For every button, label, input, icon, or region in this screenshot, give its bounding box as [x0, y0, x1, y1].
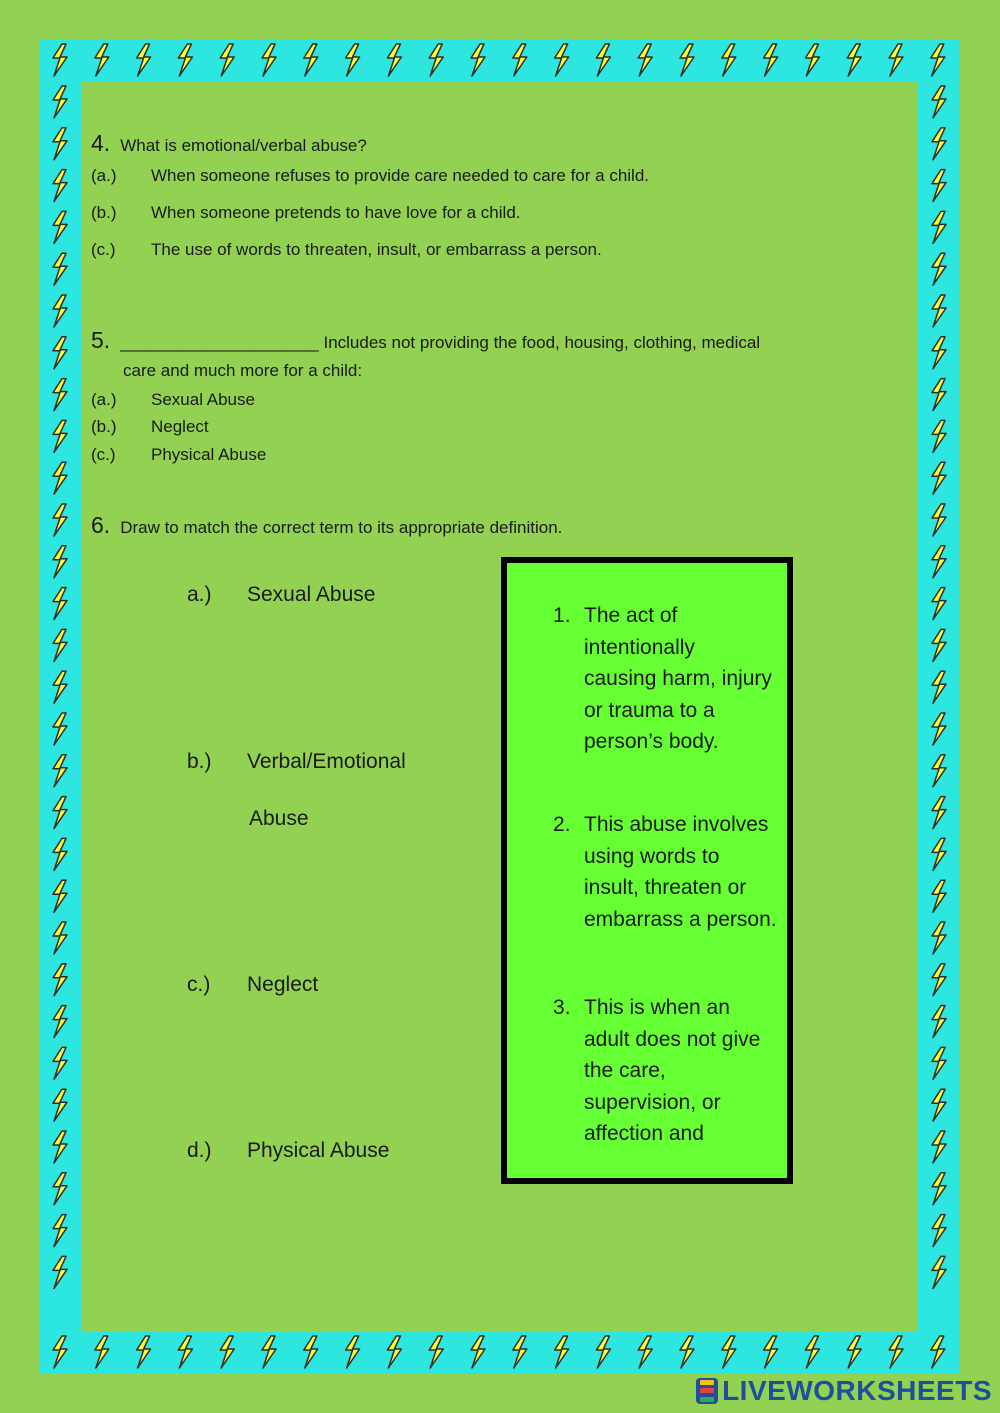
q4-option-c: [91, 240, 602, 260]
definition-number: 1.: [553, 604, 571, 627]
question-number: 5.: [91, 327, 111, 353]
option-text: When someone refuses to provide care needed to care for a child.: [151, 166, 650, 185]
definition-line: adult does not give: [584, 1027, 761, 1051]
option-label: (b.): [91, 417, 117, 436]
question-5: [91, 327, 760, 354]
definition-line: The act of: [584, 604, 678, 627]
term-label: b.): [187, 750, 212, 773]
term-label: a.): [187, 583, 212, 606]
question-number: 6.: [91, 512, 111, 538]
definition-line: the care,: [584, 1059, 666, 1082]
term-text: Sexual Abuse: [247, 583, 376, 606]
option-text: Physical Abuse: [151, 445, 267, 464]
definition-line: embarrass a person.: [584, 907, 777, 931]
definition-line: person’s body.: [584, 730, 719, 753]
definition-line: causing harm, injury: [584, 667, 772, 690]
option-text: The use of words to threaten, insult, or embarrass a person.: [151, 240, 602, 259]
option-text: Sexual Abuse: [151, 390, 255, 409]
definition-number: 2.: [553, 813, 571, 836]
liveworksheets-logo: [696, 1375, 992, 1407]
q5-option-b: [91, 417, 209, 437]
option-label: (a.): [91, 166, 117, 185]
definitions-box: [501, 557, 793, 1184]
question-text: Includes not providing the food, housing, clothing, medical: [323, 333, 761, 352]
definition-line: or trauma to a: [584, 698, 715, 722]
question-5-continued: [123, 361, 362, 381]
option-label: (c.): [91, 445, 116, 464]
question-6: [91, 512, 562, 539]
q5-option-c: [91, 445, 266, 465]
match-term-d[interactable]: [187, 1139, 389, 1163]
match-term-b[interactable]: [187, 750, 406, 774]
question-text: care and much more for a child:: [123, 361, 363, 380]
option-label: (c.): [91, 240, 116, 259]
answer-blank: _____________________: [120, 333, 319, 352]
definition-line: This abuse involves: [584, 813, 769, 836]
term-text: Verbal/Emotional: [247, 750, 406, 773]
definition-line: intentionally: [584, 635, 695, 659]
definition-line: affection and: [584, 1122, 704, 1145]
definition-2[interactable]: [553, 809, 783, 935]
question-text: Draw to match the correct term to its appropriate definition.: [120, 518, 563, 537]
question-4: [91, 130, 367, 157]
logo-icon: [696, 1378, 718, 1404]
match-term-c[interactable]: [187, 973, 318, 997]
question-number: 4.: [91, 130, 111, 156]
term-label: c.): [187, 973, 211, 996]
option-label: (a.): [91, 390, 117, 409]
q4-option-a: [91, 166, 649, 186]
option-label: (b.): [91, 203, 117, 222]
q5-option-a: [91, 390, 255, 410]
definition-line: insult, threaten or: [584, 876, 747, 899]
term-text: Neglect: [247, 973, 319, 996]
definition-line: using words to: [584, 844, 720, 868]
definition-1[interactable]: [553, 600, 783, 758]
definition-line: This is when an: [584, 996, 730, 1019]
question-text: What is emotional/verbal abuse?: [120, 136, 367, 155]
term-text: Physical Abuse: [247, 1139, 390, 1162]
option-text: When someone pretends to have love for a child.: [151, 203, 521, 222]
option-text: Neglect: [151, 417, 209, 436]
term-label: d.): [187, 1139, 212, 1162]
logo-text: LIVEWORKSHEETS: [722, 1375, 992, 1406]
definition-number: 3.: [553, 996, 571, 1019]
match-term-b-continued: [249, 807, 309, 831]
q4-option-b: [91, 203, 521, 223]
term-text: Abuse: [249, 807, 309, 830]
definition-3[interactable]: [553, 992, 783, 1150]
match-term-a[interactable]: [187, 583, 375, 607]
definition-line: supervision, or: [584, 1090, 721, 1114]
